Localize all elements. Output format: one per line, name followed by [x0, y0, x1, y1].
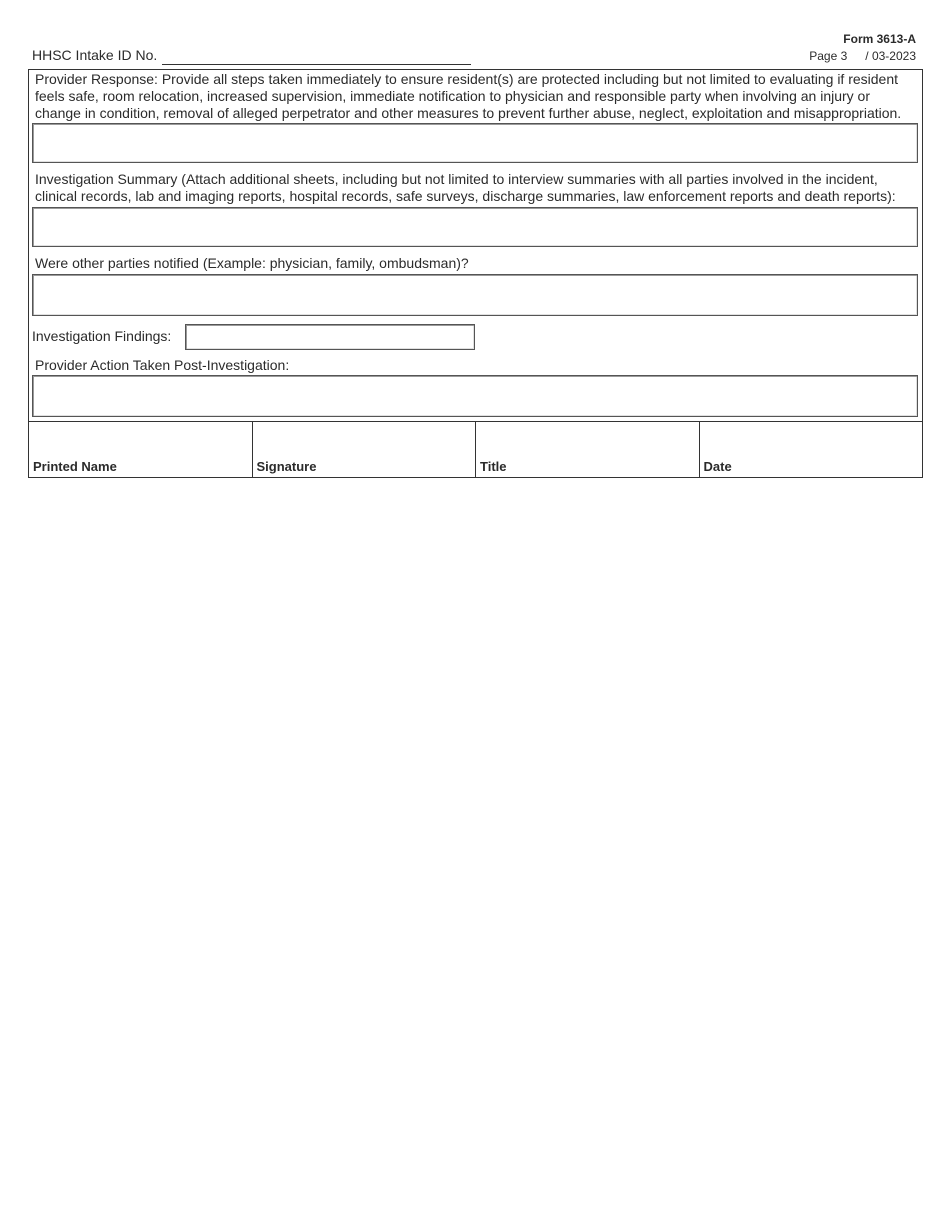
provider-response-label: Provider Response: Provide all steps taken immediately to ensure resident(s) are protected including but not limited to evaluating if resident feels safe, room relocation, increased supervision, immediate notification to physician and responsible party when involving an injury or change in condition, removal of alleged perpetrator and other measures to prevent further abuse, neglect, exploitation and misappropriation. [35, 71, 902, 121]
date-cell[interactable]: Date [699, 422, 923, 478]
form-number: Form 3613-A [843, 32, 916, 46]
signature-table [28, 421, 923, 478]
intake-id-field[interactable] [162, 64, 471, 65]
post-action-field[interactable] [32, 375, 918, 417]
revision-date: / 03-2023 [865, 49, 916, 63]
title-cell[interactable]: Title [476, 422, 700, 478]
investigation-summary-field[interactable] [32, 207, 918, 247]
intake-id-label: HHSC Intake ID No. [32, 47, 158, 63]
investigation-findings-field[interactable] [185, 324, 475, 350]
other-parties-label: Were other parties notified (Example: physician, family, ombudsman)? [35, 255, 469, 271]
provider-response-field[interactable] [32, 123, 918, 163]
page-number: Page 3 [809, 49, 848, 63]
investigation-findings-label: Investigation Findings: [32, 328, 172, 344]
other-parties-field[interactable] [32, 274, 918, 316]
page-revision [809, 49, 916, 63]
post-action-label: Provider Action Taken Post-Investigation: [35, 357, 290, 373]
investigation-summary-label: Investigation Summary (Attach additional sheets, including but not limited to interview summaries with all parties involved in the incident, clinical records, lab and imaging reports, hospital records, safe surveys, discharge summaries, law enforcement reports and death reports): [35, 171, 896, 204]
signature-cell[interactable]: Signature [252, 422, 476, 478]
printed-name-cell[interactable]: Printed Name [29, 422, 253, 478]
